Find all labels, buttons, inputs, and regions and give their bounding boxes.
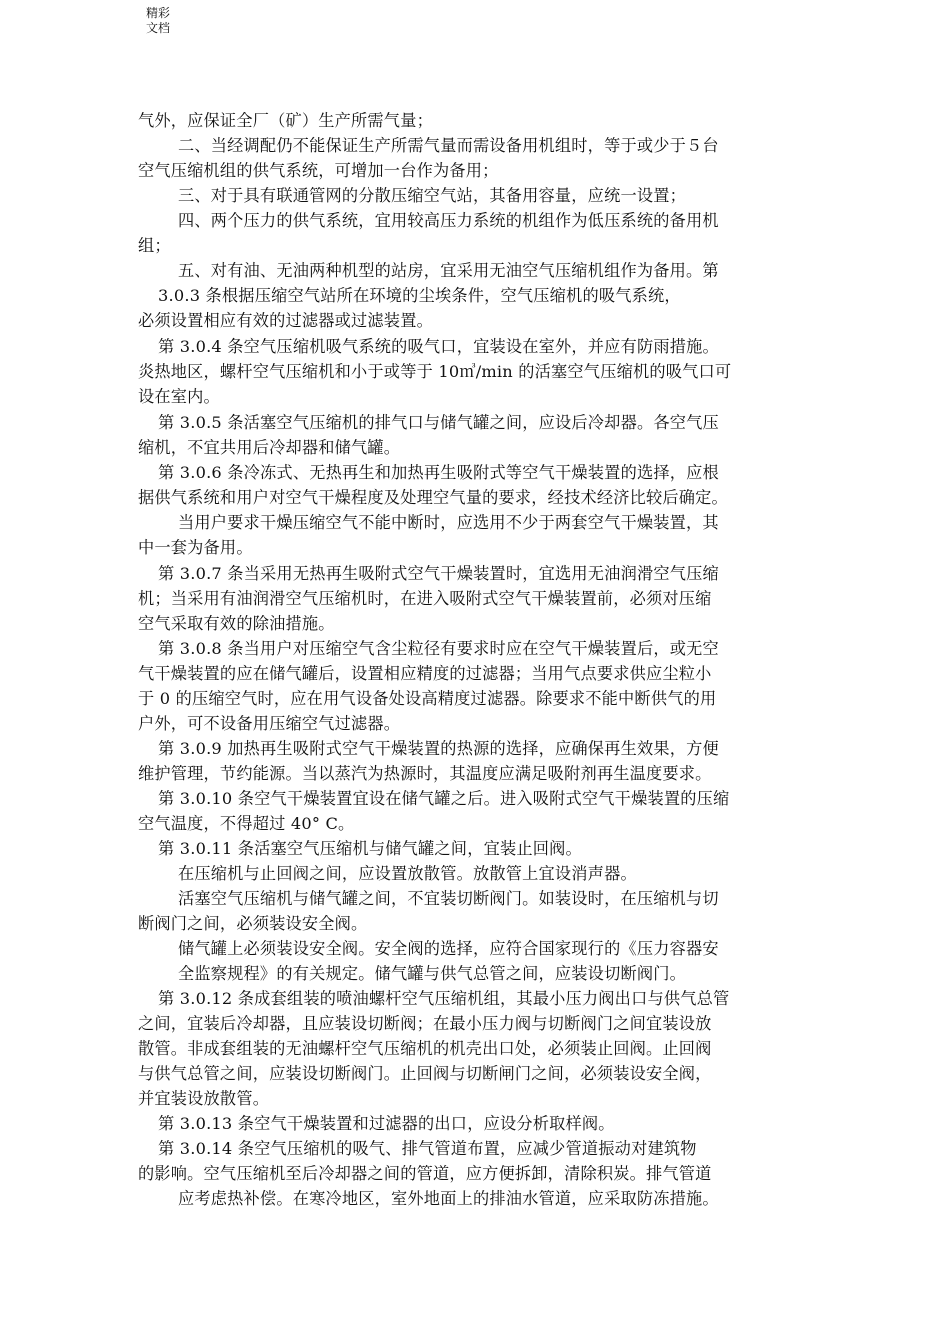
text-line: 组；	[138, 236, 171, 255]
text-line: 之间，宜装后冷却器，且应装设切断阀；在最小压力阀与切断阀门之间宜装设放	[138, 1014, 712, 1033]
text-line: 户外，可不设备用压缩空气过滤器。	[138, 714, 401, 733]
text-line: 并宜装设放散管。	[138, 1089, 270, 1108]
text-line: 维护管理，节约能源。当以蒸汽为热源时，其温度应满足吸附剂再生温度要求。	[138, 764, 712, 783]
text-line: 第 3.0.13 条空气干燥装置和过滤器的出口，应设分析取样阀。	[158, 1114, 615, 1133]
text-line: 炎热地区，螺杆空气压缩机和小于或等于 10㎥/min 的活塞空气压缩机的吸气口可	[138, 362, 732, 381]
text-line: 储气罐上必须装设安全阀。安全阀的选择，应符合国家现行的《压力容器安	[178, 939, 719, 958]
text-line: 第 3.0.5 条活塞空气压缩机的排气口与储气罐之间，应设后冷却器。各空气压	[158, 413, 719, 432]
text-line: 第 3.0.4 条空气压缩机吸气系统的吸气口，宜装设在室外，并应有防雨措施。	[158, 337, 719, 356]
text-line: 的影响。空气压缩机至后冷却器之间的管道，应方便拆卸，清除积炭。排气管道	[138, 1164, 712, 1183]
text-line: 当用户要求干燥压缩空气不能中断时，应选用不少于两套空气干燥装置，其	[178, 513, 719, 532]
text-line: 空气采取有效的除油措施。	[138, 614, 335, 633]
text-line: 五、对有油、无油两种机型的站房，宜采用无油空气压缩机组作为备用。第	[178, 261, 719, 280]
text-line: 空气温度，不得超过 40° C。	[138, 814, 355, 833]
text-line: 在压缩机与止回阀之间，应设置放散管。放散管上宜设消声器。	[178, 864, 637, 883]
text-line: 与供气总管之间，应装设切断阀门。止回阀与切断闸门之间，必须装设安全阀，	[138, 1064, 712, 1083]
text-line: 应考虑热补偿。在寒冷地区，室外地面上的排油水管道，应采取防冻措施。	[178, 1189, 719, 1208]
text-line: 据供气系统和用户对空气干燥程度及处理空气量的要求，经技术经济比较后确定。	[138, 488, 728, 507]
text-line: 气干燥装置的应在储气罐后，设置相应精度的过滤器；当用气点要求供应尘粒小	[138, 664, 712, 683]
text-line: 第 3.0.10 条空气干燥装置宜设在储气罐之后。进入吸附式空气干燥装置的压缩	[158, 789, 730, 808]
text-line: 第 3.0.12 条成套组装的喷油螺杆空气压缩机组，其最小压力阀出口与供气总管	[158, 989, 730, 1008]
text-line: 气外，应保证全厂（矿）生产所需气量；	[138, 111, 433, 130]
text-line: 空气压缩机组的供气系统，可增加一台作为备用；	[138, 161, 499, 180]
text-line: 断阀门之间，必须装设安全阀。	[138, 914, 368, 933]
text-line: 第 3.0.7 条当采用无热再生吸附式空气干燥装置时，宜选用无油润滑空气压缩	[158, 564, 719, 583]
text-line: 全监察规程》的有关规定。储气罐与供气总管之间，应装设切断阀门。	[178, 964, 687, 983]
text-line: 第 3.0.8 条当用户对压缩空气含尘粒径有要求时应在空气干燥装置后，或无空	[158, 639, 719, 658]
text-line: 第 3.0.11 条活塞空气压缩机与储气罐之间，宜装止回阀。	[158, 839, 582, 858]
text-line: 设在室内。	[138, 387, 220, 406]
text-line: 机；当采用有油润滑空气压缩机时，在进入吸附式空气干燥装置前，必须对压缩	[138, 589, 712, 608]
text-line: 中一套为备用。	[138, 538, 253, 557]
text-line: 第 3.0.6 条冷冻式、无热再生和加热再生吸附式等空气干燥装置的选择，应根	[158, 463, 719, 482]
text-line: 活塞空气压缩机与储气罐之间，不宜装切断阀门。如装设时，在压缩机与切	[178, 889, 719, 908]
text-line: 三、对于具有联通管网的分散压缩空气站，其备用容量，应统一设置；	[178, 186, 687, 205]
text-line: 必须设置相应有效的过滤器或过滤装置。	[138, 311, 433, 330]
text-line: 二、当经调配仍不能保证生产所需气量而需设备用机组时，等于或少于５台	[178, 136, 719, 155]
page-header-label: 精彩文档	[146, 6, 171, 35]
text-line: 于 0 的压缩空气时，应在用气设备处设高精度过滤器。除要求不能中断供气的用	[138, 689, 717, 708]
text-line: 3.0.3 条根据压缩空气站所在环境的尘埃条件，空气压缩机的吸气系统，	[158, 286, 681, 305]
text-line: 缩机，不宜共用后冷却器和储气罐。	[138, 438, 401, 457]
text-line: 第 3.0.9 加热再生吸附式空气干燥装置的热源的选择，应确保再生效果，方便	[158, 739, 719, 758]
text-line: 四、两个压力的供气系统，宜用较高压力系统的机组作为低压系统的备用机	[178, 211, 719, 230]
text-line: 散管。非成套组装的无油螺杆空气压缩机的机壳出口处，必须装止回阀。止回阀	[138, 1039, 712, 1058]
text-line: 第 3.0.14 条空气压缩机的吸气、排气管道布置，应减少管道振动对建筑物	[158, 1139, 697, 1158]
